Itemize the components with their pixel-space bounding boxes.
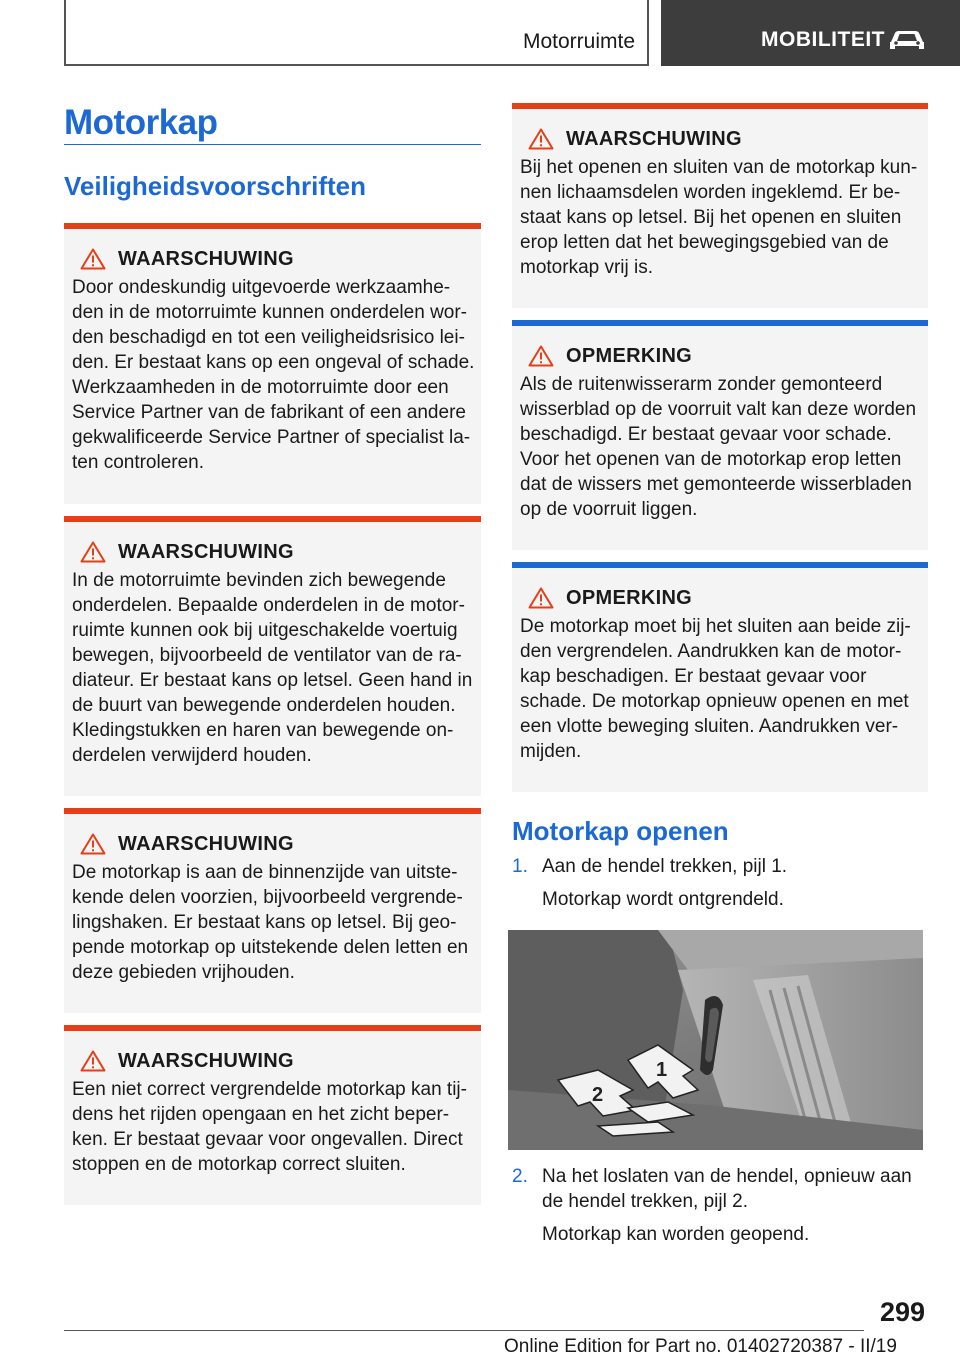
list-item bbox=[512, 1164, 928, 1214]
page-number: 299 bbox=[880, 1297, 926, 1327]
warning-box bbox=[64, 808, 481, 1013]
box-text: De motorkap is aan de binnenzijde van uitste‐kende delen voorzien, bijvoorbeeld vergrende‐lingshaken. Er bestaat kans op letsel. Bij geo‐pende motorkap op uitstekende delen letten en deze gebieden vrijhouden. bbox=[72, 862, 469, 983]
header-section-title: Motorruimte bbox=[522, 30, 635, 53]
box-label: WAARSCHUWING bbox=[118, 247, 294, 270]
box-label: WAARSCHUWING bbox=[118, 540, 294, 563]
box-text: Bij het openen en sluiten van de motorkap kun‐nen lichaamsdelen worden ingeklemd. Er be‐staat kans op letsel. Bij het openen en sluiten erop letten dat het bewegingsgebied van de motorkap vrij is. bbox=[520, 157, 918, 278]
step-number: 2. bbox=[512, 1166, 528, 1187]
warning-triangle-icon bbox=[80, 541, 106, 563]
box-text: Door ondeskundig uitgevoerde werkzaamhe‐den in de motorruimte kunnen onderdelen wor‐den beschadigd en tot een veiligheidsrisico lei‐den. Er bestaat kans op een ongeval of schade. Werkzaamheden in de motorruimte door een Service Partner van de fabrikant of een andere gekwalificeerde Service Partner of specialist la‐ten controleren. bbox=[72, 277, 475, 473]
warning-box bbox=[64, 516, 481, 796]
box-label: OPMERKING bbox=[566, 344, 693, 367]
list-item bbox=[512, 854, 928, 879]
box-text: Een niet correct vergrendelde motorkap kan tij‐dens het rijden opengaan en het zicht beper‐ken. Er bestaat gevaar voor ongevallen. Direct stoppen en de motorkap correct sluiten. bbox=[72, 1079, 467, 1175]
warning-box bbox=[64, 1025, 481, 1205]
section-heading-safety: Veiligheidsvoorschriften bbox=[64, 171, 366, 201]
left-column bbox=[64, 103, 481, 1205]
header-chapter-tab bbox=[661, 0, 960, 66]
warning-triangle-icon bbox=[528, 587, 554, 609]
hood-release-lever-figure bbox=[508, 930, 923, 1150]
note-box bbox=[512, 320, 928, 550]
section-heading-opening: Motorkap openen bbox=[512, 816, 729, 846]
footer-divider bbox=[64, 1330, 864, 1331]
warning-triangle-icon bbox=[80, 1050, 106, 1072]
box-label: WAARSCHUWING bbox=[118, 832, 294, 855]
step-text: Aan de hendel trekken, pijl 1. bbox=[542, 856, 788, 877]
right-column bbox=[512, 103, 928, 1247]
page-title: Motorkap bbox=[64, 103, 481, 145]
arrow-label-2: 2 bbox=[592, 1084, 604, 1106]
box-label: OPMERKING bbox=[566, 586, 693, 609]
arrow-label-1: 1 bbox=[656, 1059, 668, 1081]
warning-triangle-icon bbox=[80, 833, 106, 855]
header-chapter-title: MOBILITEIT bbox=[761, 28, 885, 51]
box-text: Als de ruitenwisserarm zonder gemonteerd wisserblad op de voorruit valt kan deze worden beschadigd. Er bestaat gevaar voor schade. Voor het openen van de motorkap erop letten dat de wissers met gemonteerde wisserbladen op de voorruit liggen. bbox=[520, 374, 917, 520]
steps-list bbox=[512, 854, 928, 1247]
header-section-tab bbox=[64, 0, 649, 66]
warning-box bbox=[512, 103, 928, 308]
warning-triangle-icon bbox=[80, 248, 106, 270]
box-label: WAARSCHUWING bbox=[118, 1049, 294, 1072]
note-box bbox=[512, 562, 928, 792]
box-label: WAARSCHUWING bbox=[566, 127, 742, 150]
warning-triangle-icon bbox=[528, 128, 554, 150]
step-number: 1. bbox=[512, 856, 528, 877]
box-text: In de motorruimte bevinden zich bewegende onderdelen. Bepaalde onderdelen in de motor‐ruimte kunnen ook bij uitgeschakelde voertuig bewegen, bijvoorbeeld de ventilator van de ra‐diateur. Er bestaat kans op letsel. Geen hand in de buurt van bewegende onderdelen houden. Kledingstukken en haren van bewegende on‐derdelen verwijderd houden. bbox=[72, 570, 473, 766]
step-text: Na het loslaten van de hendel, opnieuw aan de hendel trekken, pijl 2. bbox=[542, 1166, 912, 1212]
car-icon bbox=[887, 28, 927, 52]
step-result: Motorkap kan worden geopend. bbox=[542, 1224, 810, 1245]
warning-box bbox=[64, 223, 481, 504]
warning-triangle-icon bbox=[528, 345, 554, 367]
footer-edition: Online Edition for Part no. 01402720387 - II/19 bbox=[504, 1336, 897, 1357]
box-text: De motorkap moet bij het sluiten aan beide zij‐den vergrendelen. Aandrukken kan de motor‐kap beschadigen. Er bestaat gevaar voor schade. De motorkap opnieuw openen en met een vlotte beweging sluiten. Aandrukken ver‐mijden. bbox=[520, 616, 911, 762]
step-result: Motorkap wordt ontgrendeld. bbox=[542, 889, 784, 910]
